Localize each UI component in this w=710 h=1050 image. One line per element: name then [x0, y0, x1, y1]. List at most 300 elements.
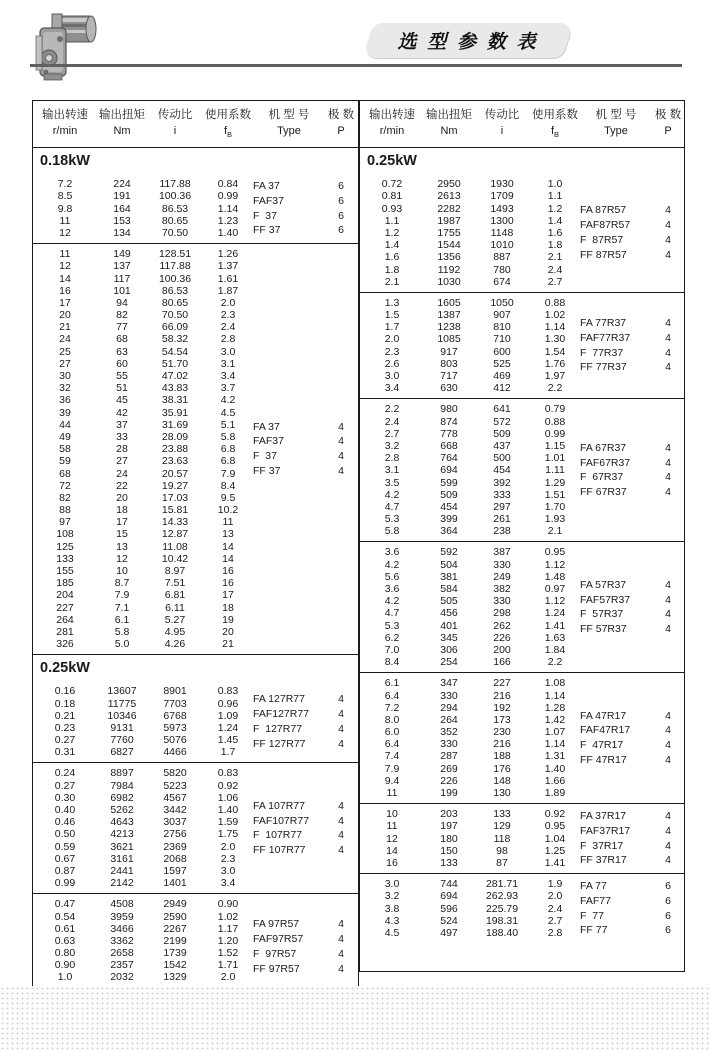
- column-unit: P: [337, 125, 345, 137]
- speed-cell: 12: [386, 832, 398, 845]
- factor-cell: 1.9: [547, 878, 563, 891]
- type-name: F 57R37: [580, 608, 624, 621]
- torque-cell: 117: [113, 272, 131, 285]
- speed-cell: 14: [59, 272, 71, 285]
- speed-cell: 7.9: [384, 762, 400, 775]
- table-row: [360, 644, 580, 656]
- factor-cell: 2.8: [547, 926, 563, 939]
- factor-cell: 0.92: [217, 779, 239, 792]
- ratio-cell: 2199: [163, 934, 187, 947]
- data-block: [360, 803, 684, 873]
- ratio-cell: 80.65: [161, 296, 189, 309]
- ratio-cell: 117.88: [159, 260, 191, 273]
- speed-cell: 1.3: [384, 296, 400, 309]
- column-unit: r/min: [52, 125, 78, 137]
- ratio-cell: 281.71: [485, 878, 519, 891]
- ratio-cell: 1329: [163, 971, 187, 984]
- ratio-cell: 1930: [490, 178, 514, 191]
- factor-cell: 2.3: [220, 309, 236, 322]
- table-row: [360, 513, 580, 525]
- ratio-cell: 572: [493, 415, 511, 428]
- speed-cell: 326: [56, 638, 74, 651]
- gearmotor-image: [22, 6, 104, 92]
- speed-cell: 5.8: [384, 525, 400, 538]
- table-row: [360, 632, 580, 644]
- torque-cell: 592: [440, 546, 458, 559]
- speed-cell: 3.0: [384, 878, 400, 891]
- factor-cell: 1.93: [544, 513, 566, 526]
- factor-cell: 2.4: [547, 263, 563, 276]
- table-row: [33, 792, 253, 804]
- table-row: [360, 416, 580, 428]
- table-row: [360, 571, 580, 583]
- factor-cell: 1.48: [544, 570, 566, 583]
- table-row: [33, 780, 253, 792]
- table-row: [33, 248, 253, 260]
- type-list: [253, 178, 325, 239]
- data-rows: [33, 685, 253, 758]
- factor-cell: 1.75: [217, 828, 239, 841]
- header-labels-row: [33, 107, 358, 124]
- column-unit: Nm: [113, 125, 131, 137]
- speed-cell: 2.0: [384, 333, 400, 346]
- table-row: [33, 468, 253, 480]
- type-list: [580, 677, 652, 799]
- speed-cell: 1.1: [384, 214, 400, 227]
- ratio-cell: 12.87: [161, 528, 189, 541]
- table-row: [360, 677, 580, 689]
- table-row: [360, 370, 580, 382]
- factor-cell: 2.2: [547, 382, 563, 395]
- pole-list: [652, 878, 684, 939]
- ratio-cell: 330: [493, 595, 511, 608]
- factor-cell: 1.2: [547, 202, 563, 215]
- type-name: F 77: [580, 909, 604, 922]
- table-row: [360, 464, 580, 476]
- type-name: FAF37R17: [580, 824, 631, 837]
- speed-cell: 3.4: [384, 382, 400, 395]
- torque-cell: 2658: [110, 947, 134, 960]
- factor-cell: 0.99: [217, 190, 239, 203]
- torque-cell: 7984: [110, 779, 134, 792]
- torque-cell: 37: [116, 418, 128, 431]
- factor-cell: 1.54: [544, 345, 566, 358]
- factor-cell: 1.07: [544, 726, 566, 739]
- column-unit: $f_B$: [223, 125, 233, 140]
- speed-cell: 1.0: [57, 971, 73, 984]
- table-row: [33, 190, 253, 202]
- column-label: 机 型 号: [595, 109, 637, 121]
- header-units-row: [33, 124, 358, 142]
- torque-cell: 17: [116, 516, 128, 529]
- torque-cell: 150: [440, 844, 458, 857]
- table-row: [360, 215, 580, 227]
- factor-cell: 1.12: [544, 595, 566, 608]
- torque-cell: 51: [116, 382, 128, 395]
- ratio-cell: 216: [493, 738, 511, 751]
- ratio-cell: 14.33: [161, 516, 189, 529]
- ratio-cell: 58.32: [161, 333, 189, 346]
- torque-cell: 980: [440, 403, 458, 416]
- pole-count: 4: [665, 578, 671, 591]
- torque-cell: 226: [440, 774, 458, 787]
- torque-cell: 2357: [110, 959, 134, 972]
- type-name: FAF57R37: [580, 593, 631, 606]
- data-block: [360, 174, 684, 292]
- ratio-cell: 200: [493, 643, 511, 656]
- factor-cell: 20: [222, 625, 234, 638]
- pole-count: 4: [338, 918, 344, 931]
- ratio-cell: 70.50: [161, 309, 189, 322]
- torque-cell: 596: [440, 902, 458, 915]
- ratio-cell: 133: [493, 808, 511, 821]
- speed-cell: 7.2: [57, 178, 73, 191]
- torque-cell: 27: [116, 455, 128, 468]
- pole-count: 4: [665, 456, 671, 469]
- pole-list: [325, 248, 357, 650]
- speed-cell: 7.2: [384, 701, 400, 714]
- pole-count: 6: [665, 880, 671, 892]
- factor-cell: 1.45: [217, 734, 239, 747]
- ratio-cell: 454: [493, 464, 511, 477]
- table-row: [33, 734, 253, 746]
- pole-count: 6: [665, 909, 671, 922]
- table-row: [360, 714, 580, 726]
- pole-count: 4: [665, 623, 671, 636]
- type-name: FA 97R57: [253, 918, 300, 931]
- speed-cell: 0.18: [54, 697, 76, 710]
- factor-cell: 1.12: [544, 558, 566, 571]
- type-name: FF 37: [253, 224, 281, 237]
- torque-cell: 917: [440, 345, 458, 358]
- speed-cell: 0.23: [54, 721, 76, 734]
- table-row: [360, 620, 580, 632]
- ratio-cell: 35.91: [161, 406, 189, 419]
- table-row: [33, 865, 253, 877]
- table-row: [360, 227, 580, 239]
- speed-cell: 2.3: [384, 345, 400, 358]
- table-row: [33, 877, 253, 889]
- torque-cell: 7.9: [114, 589, 130, 602]
- ratio-cell: 20.57: [161, 467, 189, 480]
- factor-cell: 1.41: [544, 619, 566, 632]
- type-name: FA 37: [253, 420, 280, 433]
- torque-cell: 10: [116, 565, 128, 577]
- table-row: [33, 602, 253, 614]
- factor-cell: 0.88: [544, 415, 566, 428]
- type-name: FF 67R37: [580, 486, 627, 499]
- speed-cell: 2.8: [384, 452, 400, 465]
- speed-cell: 20: [59, 309, 71, 322]
- table-row: [360, 251, 580, 263]
- speed-cell: 6.0: [384, 726, 400, 739]
- torque-cell: 694: [440, 890, 458, 903]
- type-name: FAF77: [580, 894, 611, 907]
- speed-cell: 0.67: [54, 852, 76, 865]
- table-row: [360, 583, 580, 595]
- speed-cell: 97: [59, 516, 71, 529]
- speed-cell: 49: [59, 430, 71, 443]
- type-name: FF 47R17: [580, 754, 627, 767]
- torque-cell: 2142: [110, 877, 134, 890]
- factor-cell: 3.0: [220, 864, 236, 877]
- ratio-cell: 28.09: [161, 430, 189, 443]
- speed-cell: 30: [59, 370, 71, 382]
- data-block: [360, 398, 684, 541]
- torque-cell: 9131: [110, 721, 134, 734]
- pole-count: 6: [665, 924, 671, 937]
- table-row: [33, 911, 253, 923]
- data-block: [360, 541, 684, 672]
- factor-cell: 0.83: [217, 767, 239, 780]
- table-row: [360, 264, 580, 276]
- ratio-cell: 5076: [163, 734, 187, 747]
- type-name: FF 57R37: [580, 623, 627, 636]
- torque-cell: 20: [116, 491, 128, 504]
- factor-cell: 11: [222, 516, 234, 529]
- factor-cell: 1.70: [544, 500, 566, 513]
- torque-cell: 199: [440, 787, 458, 799]
- data-rows: [360, 403, 580, 537]
- factor-cell: 1.14: [217, 202, 239, 215]
- torque-cell: 42: [116, 406, 128, 419]
- factor-cell: 1.87: [217, 284, 239, 297]
- table-row: [360, 477, 580, 489]
- table-row: [360, 559, 580, 571]
- factor-cell: 2.4: [220, 321, 236, 334]
- type-list: [253, 685, 325, 758]
- factor-cell: 1.76: [544, 357, 566, 370]
- pole-count: 6: [338, 209, 344, 222]
- ratio-cell: 129: [493, 820, 511, 833]
- ratio-cell: 509: [493, 427, 511, 440]
- speed-cell: 58: [59, 443, 71, 456]
- speed-cell: 204: [56, 589, 74, 602]
- data-rows: [360, 297, 580, 395]
- pole-count: 6: [338, 224, 344, 237]
- table-row: [33, 321, 253, 333]
- factor-cell: 0.83: [217, 685, 239, 698]
- factor-cell: 1.15: [544, 439, 566, 452]
- speed-cell: 0.63: [54, 934, 76, 947]
- factor-cell: 1.6: [547, 226, 563, 239]
- data-rows: [360, 178, 580, 288]
- speed-cell: 3.2: [384, 890, 400, 903]
- torque-cell: 180: [440, 832, 458, 845]
- factor-cell: 1.71: [217, 959, 239, 972]
- ratio-cell: 226: [493, 631, 511, 644]
- pole-count: 4: [665, 346, 671, 359]
- factor-cell: 7.9: [220, 467, 236, 480]
- ratio-cell: 80.65: [161, 214, 189, 227]
- type-name: F 97R57: [253, 948, 297, 961]
- column-unit: Type: [277, 125, 301, 137]
- pole-count: 4: [338, 450, 344, 463]
- type-name: FF 37R17: [580, 854, 627, 867]
- ratio-cell: 86.53: [161, 284, 189, 297]
- pole-count: 4: [665, 754, 671, 767]
- column-label: 极 数: [327, 109, 355, 121]
- pole-list: [652, 297, 684, 395]
- type-name: FA 87R57: [580, 204, 627, 217]
- table-row: [33, 407, 253, 419]
- factor-cell: 1.97: [544, 370, 566, 382]
- ratio-cell: 4567: [163, 791, 187, 804]
- speed-cell: 8.0: [384, 713, 400, 726]
- pole-count: 4: [665, 204, 671, 217]
- pole-list: [325, 898, 357, 996]
- factor-cell: 0.88: [544, 296, 566, 309]
- torque-cell: 381: [440, 570, 458, 583]
- factor-cell: 1.40: [217, 804, 239, 816]
- factor-cell: 1.04: [544, 832, 566, 845]
- factor-cell: 1.20: [217, 934, 239, 947]
- factor-cell: 3.1: [220, 357, 236, 370]
- speed-cell: 3.5: [384, 476, 400, 489]
- table-row: [33, 541, 253, 553]
- table-row: [360, 239, 580, 251]
- pole-list: [325, 767, 357, 889]
- speed-cell: 27: [59, 357, 71, 370]
- factor-cell: 0.95: [544, 820, 566, 833]
- torque-cell: 164: [113, 202, 131, 215]
- type-name: FA 67R37: [580, 441, 627, 454]
- table-right: [359, 100, 685, 972]
- type-name: FA 127R77: [253, 693, 305, 706]
- factor-cell: 1.02: [544, 309, 566, 322]
- factor-cell: 0.95: [544, 546, 566, 559]
- table-row: [33, 528, 253, 540]
- ratio-cell: 382: [493, 583, 511, 595]
- factor-cell: 1.7: [220, 746, 236, 759]
- torque-cell: 203: [440, 808, 458, 821]
- ratio-cell: 262: [493, 619, 511, 632]
- torque-cell: 153: [113, 214, 131, 227]
- torque-cell: 55: [116, 370, 128, 382]
- gearmotor-illustration: [22, 6, 104, 92]
- factor-cell: 1.23: [217, 214, 239, 227]
- table-row: [33, 804, 253, 816]
- ratio-cell: 11.08: [162, 540, 188, 553]
- torque-cell: 330: [440, 689, 458, 702]
- ratio-cell: 188: [493, 750, 511, 763]
- column-unit: r/min: [379, 125, 405, 137]
- ratio-cell: 2756: [163, 828, 187, 841]
- factor-cell: 1.4: [547, 214, 563, 227]
- torque-cell: 1356: [437, 251, 461, 264]
- ratio-cell: 86.53: [161, 202, 189, 215]
- speed-cell: 0.93: [381, 202, 403, 215]
- factor-cell: 6.8: [220, 443, 236, 456]
- speed-cell: 82: [59, 491, 71, 504]
- table-row: [33, 203, 253, 215]
- torque-cell: 764: [440, 452, 458, 465]
- speed-cell: 7.0: [384, 643, 400, 656]
- factor-cell: 0.97: [544, 583, 566, 595]
- page-title: 选 型 参 数 表: [397, 32, 539, 53]
- factor-cell: 16: [222, 577, 234, 590]
- speed-cell: 1.2: [384, 226, 400, 239]
- torque-cell: 8897: [110, 767, 134, 780]
- ratio-cell: 6.81: [164, 589, 186, 602]
- ratio-cell: 23.63: [161, 455, 189, 468]
- ratio-cell: 500: [493, 452, 511, 465]
- table-row: [33, 227, 253, 239]
- column-label: 传动比: [484, 109, 520, 121]
- speed-cell: 4.5: [384, 926, 400, 939]
- factor-cell: 6.8: [220, 455, 236, 468]
- speed-cell: 8.4: [384, 656, 400, 669]
- torque-cell: 60: [116, 357, 128, 370]
- torque-cell: 82: [116, 309, 128, 322]
- table-row: [360, 595, 580, 607]
- torque-cell: 133: [440, 856, 458, 869]
- factor-cell: 1.06: [217, 791, 239, 804]
- torque-cell: 364: [440, 525, 458, 538]
- ratio-cell: 2949: [163, 898, 187, 911]
- factor-cell: 1.01: [544, 452, 566, 465]
- ratio-cell: 2590: [163, 910, 187, 923]
- speed-cell: 2.7: [384, 427, 400, 440]
- type-name: FA 57R37: [580, 578, 627, 591]
- pole-count: 4: [665, 234, 671, 247]
- type-name: FF 87R57: [580, 248, 627, 261]
- table-row: [33, 333, 253, 345]
- ratio-cell: 166: [493, 656, 511, 669]
- ratio-cell: 98: [496, 844, 508, 857]
- column-unit: i: [500, 125, 504, 137]
- factor-cell: 1.41: [544, 856, 566, 869]
- torque-cell: 2441: [110, 864, 134, 877]
- speed-cell: 0.99: [54, 877, 76, 890]
- type-list: [580, 878, 652, 939]
- column-unit: i: [173, 125, 177, 137]
- pole-count: 4: [665, 608, 671, 621]
- table-row: [33, 394, 253, 406]
- torque-cell: 6982: [110, 791, 134, 804]
- speed-cell: 6.2: [384, 631, 400, 644]
- factor-cell: 21: [222, 638, 234, 651]
- speed-cell: 0.80: [54, 947, 76, 960]
- table-row: [33, 710, 253, 722]
- speed-cell: 16: [386, 856, 398, 869]
- header-units-row: [360, 124, 684, 142]
- speed-cell: 0.30: [54, 791, 76, 804]
- ratio-cell: 780: [493, 263, 511, 276]
- type-name: FAF77R37: [580, 331, 631, 344]
- speed-cell: 6.4: [384, 689, 400, 702]
- factor-cell: 0.96: [217, 697, 239, 710]
- factor-cell: 1.25: [544, 844, 566, 857]
- speed-cell: 32: [59, 382, 71, 395]
- table-row: [33, 614, 253, 626]
- factor-cell: 1.30: [544, 333, 566, 346]
- table-row: [360, 501, 580, 513]
- table-row: [360, 833, 580, 845]
- torque-cell: 505: [440, 595, 458, 608]
- factor-cell: 1.17: [217, 922, 239, 935]
- torque-cell: 45: [116, 394, 128, 407]
- column-label: 传动比: [157, 109, 193, 121]
- speed-cell: 0.72: [381, 178, 403, 191]
- speed-cell: 8.5: [57, 190, 73, 203]
- torque-cell: 5262: [110, 804, 134, 816]
- table-row: [33, 553, 253, 565]
- pole-count: 4: [665, 361, 671, 374]
- factor-cell: 1.42: [544, 713, 566, 726]
- torque-cell: 1605: [437, 296, 461, 309]
- torque-cell: 584: [440, 583, 458, 595]
